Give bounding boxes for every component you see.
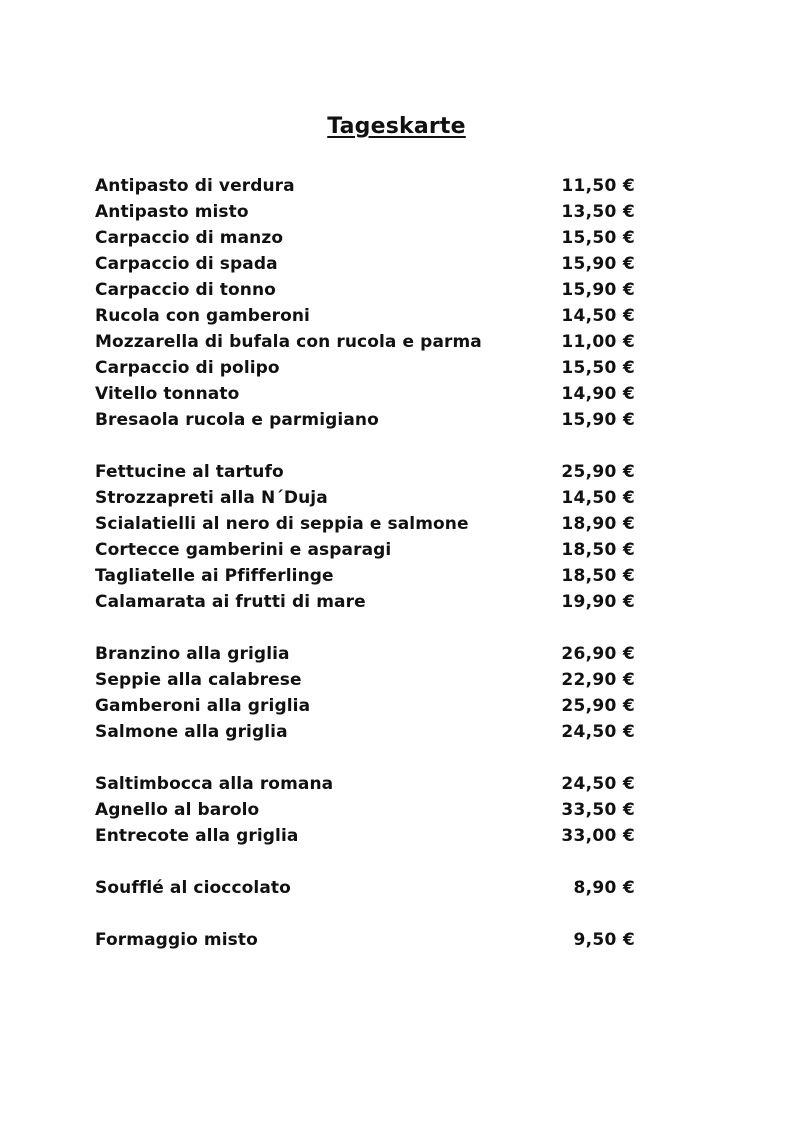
dish-price: 11,50 € [561, 176, 635, 196]
dish-price: 13,50 € [561, 202, 635, 222]
menu-item [95, 358, 635, 384]
dish-name: Carpaccio di tonno [95, 280, 276, 300]
menu-item [95, 176, 635, 202]
menu-item [95, 644, 635, 670]
dish-name: Antipasto misto [95, 202, 249, 222]
menu-item [95, 592, 635, 618]
dish-price: 9,50 € [573, 930, 635, 950]
dish-name: Salmone alla griglia [95, 722, 288, 742]
dish-name: Gamberoni alla griglia [95, 696, 311, 716]
dish-name: Strozzapreti alla N´Duja [95, 488, 328, 508]
menu-item [95, 670, 635, 696]
dish-price: 19,90 € [561, 592, 635, 612]
dish-name: Calamarata ai frutti di mare [95, 592, 366, 612]
menu-item [95, 410, 635, 436]
dish-name: Formaggio misto [95, 930, 258, 950]
dish-price: 15,90 € [561, 254, 635, 274]
dish-price: 22,90 € [561, 670, 635, 690]
menu-item [95, 540, 635, 566]
dish-name: Carpaccio di polipo [95, 358, 280, 378]
dish-name: Seppie alla calabrese [95, 670, 302, 690]
dish-name: Tagliatelle ai Pfifferlinge [95, 566, 334, 586]
dish-name: Antipasto di verdura [95, 176, 295, 196]
menu-item [95, 254, 635, 280]
dish-price: 25,90 € [561, 696, 635, 716]
menu-section [95, 644, 635, 748]
menu-section [95, 878, 635, 904]
dish-name: Soufflé al cioccolato [95, 878, 291, 898]
dish-name: Entrecote alla griglia [95, 826, 299, 846]
dish-price: 15,50 € [561, 228, 635, 248]
dish-price: 24,50 € [561, 722, 635, 742]
dish-name: Carpaccio di spada [95, 254, 278, 274]
menu-section [95, 462, 635, 618]
dish-price: 18,50 € [561, 566, 635, 586]
dish-price: 25,90 € [561, 462, 635, 482]
menu-item [95, 514, 635, 540]
dish-name: Bresaola rucola e parmigiano [95, 410, 379, 430]
menu-item [95, 722, 635, 748]
dish-name: Branzino alla griglia [95, 644, 290, 664]
menu-item [95, 384, 635, 410]
dish-price: 8,90 € [573, 878, 635, 898]
dish-name: Mozzarella di bufala con rucola e parma [95, 332, 482, 352]
menu-item [95, 878, 635, 904]
menu-item [95, 826, 635, 852]
menu-item [95, 930, 635, 956]
menu-item [95, 332, 635, 358]
dish-name: Carpaccio di manzo [95, 228, 284, 248]
dish-name: Cortecce gamberini e asparagi [95, 540, 392, 560]
dish-price: 26,90 € [561, 644, 635, 664]
dish-price: 14,50 € [561, 488, 635, 508]
menu-list [95, 176, 635, 982]
dish-price: 24,50 € [561, 774, 635, 794]
dish-name: Saltimbocca alla romana [95, 774, 334, 794]
dish-price: 15,90 € [561, 410, 635, 430]
dish-price: 15,50 € [561, 358, 635, 378]
menu-item [95, 488, 635, 514]
dish-price: 11,00 € [561, 332, 635, 352]
dish-price: 18,50 € [561, 540, 635, 560]
menu-item [95, 800, 635, 826]
dish-name: Fettucine al tartufo [95, 462, 284, 482]
menu-item [95, 306, 635, 332]
menu-section [95, 176, 635, 436]
menu-item [95, 280, 635, 306]
dish-name: Vitello tonnato [95, 384, 240, 404]
dish-price: 33,00 € [561, 826, 635, 846]
dish-price: 18,90 € [561, 514, 635, 534]
menu-item [95, 462, 635, 488]
dish-price: 33,50 € [561, 800, 635, 820]
menu-section [95, 930, 635, 956]
dish-name: Scialatielli al nero di seppia e salmone [95, 514, 469, 534]
dish-price: 15,90 € [561, 280, 635, 300]
menu-section [95, 774, 635, 852]
menu-item [95, 696, 635, 722]
menu-item [95, 774, 635, 800]
dish-price: 14,50 € [561, 306, 635, 326]
menu-item [95, 228, 635, 254]
menu-item [95, 202, 635, 228]
dish-price: 14,90 € [561, 384, 635, 404]
dish-name: Rucola con gamberoni [95, 306, 310, 326]
page-title [0, 114, 793, 139]
page-title-text: Tageskarte [327, 114, 466, 139]
menu-item [95, 566, 635, 592]
dish-name: Agnello al barolo [95, 800, 260, 820]
